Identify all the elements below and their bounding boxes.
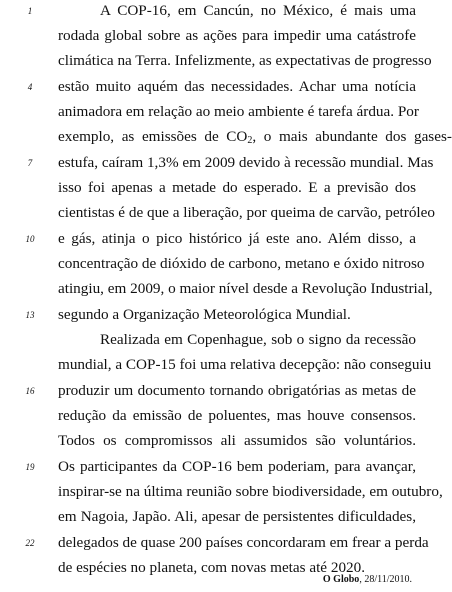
line-number: 1	[27, 6, 33, 16]
source-date: , 28/11/2010.	[359, 574, 412, 585]
line-number: 19	[25, 462, 35, 472]
paragraph-1-line: cientistas é de que a liberação, por queima de carvão, petróleo	[58, 204, 435, 221]
co2-prefix: exemplo, as emissões de CO	[58, 128, 248, 145]
paragraph-2-line: Os participantes da COP-16 bem poderiam, para avançar,	[58, 458, 416, 475]
line-number: 4	[27, 82, 33, 92]
paragraph-2-line: inspirar-se na última reunião sobre biodiversidade, em outubro,	[58, 483, 443, 500]
co2-subscript: 2	[247, 135, 253, 146]
line-number: 16	[25, 386, 35, 396]
line-number: 7	[27, 158, 33, 168]
paragraph-2-line: mundial, a COP-15 foi uma relativa decepção: não conseguiu	[58, 356, 432, 373]
paragraph-1-line: A COP-16, em Cancún, no México, é mais uma	[100, 2, 416, 19]
source-citation	[323, 574, 412, 585]
paragraph-2-line: de espécies no planeta, com novas metas até 2020.	[58, 559, 366, 576]
line-number: 22	[25, 538, 35, 548]
paragraph-2-line: redução da emissão de poluentes, mas houve consensos.	[58, 407, 416, 424]
paragraph-1-line: animadora em relação ao meio ambiente é tarefa árdua. Por	[58, 103, 419, 120]
paragraph-1-line-co2	[58, 124, 452, 149]
paragraph-2-line: Realizada em Copenhague, sob o signo da recessão	[100, 331, 416, 348]
paragraph-1-line: isso foi apenas a metade do esperado. E a previsão dos	[58, 179, 416, 196]
paragraph-1-line: segundo a Organização Meteorológica Mundial.	[58, 306, 351, 323]
co2-suffix: , o mais abundante dos gases-	[252, 128, 452, 145]
paragraph-1-line: estufa, caíram 1,3% em 2009 devido à recessão mundial. Mas	[58, 154, 434, 171]
paragraph-2-line: produzir um documento tornando obrigatórias as metas de	[58, 382, 416, 399]
paragraph-2-line: em Nagoia, Japão. Ali, apesar de persistentes dificuldades,	[58, 508, 416, 525]
line-number: 10	[25, 234, 35, 244]
paragraph-1-line: climática na Terra. Infelizmente, as expectativas de progresso	[58, 52, 432, 69]
paragraph-1-line: atingiu, em 2009, o maior nível desde a Revolução Industrial,	[58, 280, 433, 297]
paragraph-1-line: concentração de dióxido de carbono, metano e óxido nitroso	[58, 255, 425, 272]
paragraph-1-line: e gás, atinja o pico histórico já este ano. Além disso, a	[58, 230, 416, 247]
paragraph-1-line: rodada global sobre as ações para impedir uma catástrofe	[58, 27, 416, 44]
paragraph-2-line: delegados de quase 200 países concordaram em frear a perda	[58, 534, 429, 551]
paragraph-1-line: estão muito aquém das necessidades. Achar uma notícia	[58, 78, 416, 95]
source-publication: O Globo	[322, 574, 360, 585]
paragraph-2-line: Todos os compromissos ali assumidos são voluntários.	[58, 432, 416, 449]
line-number: 13	[25, 310, 35, 320]
